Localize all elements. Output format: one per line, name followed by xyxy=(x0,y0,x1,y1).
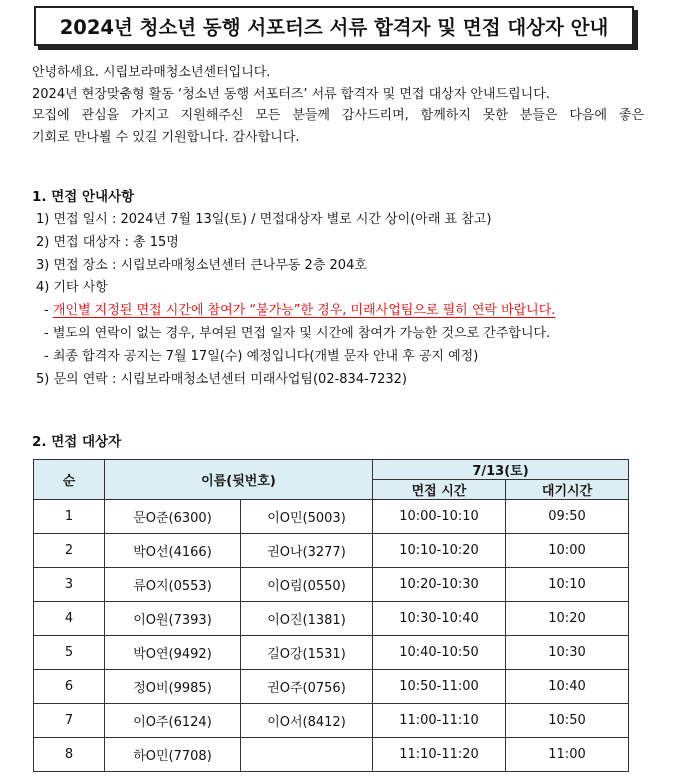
cell-time: 10:10-10:20 xyxy=(373,534,506,568)
cell-wait: 10:40 xyxy=(506,670,629,704)
info-item-place: 3) 면접 장소 : 시립보라매청소년센터 큰나무동 2층 204호 xyxy=(36,257,367,273)
cell-time: 10:40-10:50 xyxy=(373,636,506,670)
info-sub-red-notice: 개인별 지정된 면접 시간에 참여가 “불가능”한 경우, 미래사업팀으로 필히 연락 바랍니다. xyxy=(52,303,556,319)
interview-info-list xyxy=(36,209,636,391)
table-row xyxy=(34,602,629,636)
header-time: 면접 시간 xyxy=(373,480,506,500)
cell-name2: 길O강(1531) xyxy=(241,636,373,670)
cell-name1: 박O연(9492) xyxy=(105,636,241,670)
section2-heading: 2. 면접 대상자 xyxy=(32,434,122,450)
cell-wait: 10:30 xyxy=(506,636,629,670)
intro-line: 2024년 현장맞춤형 활동 ‘청소년 동행 서포터즈’ 서류 합격자 및 면접 대상자 안내드립니다. xyxy=(32,86,550,102)
table-row xyxy=(34,500,629,534)
cell-name1: 이O주(6124) xyxy=(105,704,241,738)
table-row xyxy=(34,534,629,568)
cell-wait: 10:20 xyxy=(506,602,629,636)
info-item-contact: 5) 문의 연락 : 시립보라매청소년센터 미래사업팀(02-834-7232) xyxy=(36,371,407,387)
info-item-count: 2) 면접 대상자 : 총 15명 xyxy=(36,234,179,250)
cell-wait: 09:50 xyxy=(506,500,629,534)
cell-no: 4 xyxy=(34,602,105,636)
intro-line: 모집에 관심을 가지고 지원해주신 모든 분들께 감사드리며, 함께하지 못한 분들은 다음에 좋은 xyxy=(32,108,644,123)
table-row xyxy=(34,568,629,602)
cell-time: 10:00-10:10 xyxy=(373,500,506,534)
page-title: 2024년 청소년 동행 서포터즈 서류 합격자 및 면접 대상자 안내 xyxy=(59,16,609,39)
cell-wait: 10:00 xyxy=(506,534,629,568)
cell-wait: 10:50 xyxy=(506,704,629,738)
cell-no: 6 xyxy=(34,670,105,704)
info-sub-dash: - xyxy=(44,303,49,319)
cell-name1: 하O민(7708) xyxy=(105,738,241,772)
cell-no: 2 xyxy=(34,534,105,568)
intro-line: 안녕하세요. 시립보라매청소년센터입니다. xyxy=(32,65,271,80)
cell-time: 11:00-11:10 xyxy=(373,704,506,738)
table-row xyxy=(34,738,629,772)
cell-name1: 류O지(0553) xyxy=(105,568,241,602)
cell-no: 7 xyxy=(34,704,105,738)
intro-line: 기회로 만나뵐 수 있길 기원합니다. 감사합니다. xyxy=(32,129,300,145)
info-sub-final: - 최종 합격자 공지는 7월 17일(수) 예정입니다(개별 문자 안내 후 공지 예정) xyxy=(44,348,479,364)
table-row xyxy=(34,704,629,738)
cell-name1: 문O준(6300) xyxy=(105,500,241,534)
cell-time: 10:20-10:30 xyxy=(373,568,506,602)
cell-no: 8 xyxy=(34,738,105,772)
title-box xyxy=(34,6,634,46)
section1-heading: 1. 면접 안내사항 xyxy=(32,189,135,205)
header-no: 순 xyxy=(34,460,105,500)
header-name: 이름(뒷번호) xyxy=(105,460,373,500)
cell-name2: 권O주(0756) xyxy=(241,670,373,704)
cell-name2: 이O진(1381) xyxy=(241,602,373,636)
interview-schedule-table xyxy=(33,459,629,772)
cell-wait: 10:10 xyxy=(506,568,629,602)
cell-name1: 정O비(9985) xyxy=(105,670,241,704)
cell-name2: 이O서(8412) xyxy=(241,704,373,738)
cell-name1: 이O원(7393) xyxy=(105,602,241,636)
cell-time: 11:10-11:20 xyxy=(373,738,506,772)
cell-no: 3 xyxy=(34,568,105,602)
cell-no: 5 xyxy=(34,636,105,670)
table-row xyxy=(34,670,629,704)
info-sub-assume: - 별도의 연락이 없는 경우, 부여된 면접 일자 및 시간에 참여가 가능한 것으로 간주합니다. xyxy=(44,325,551,341)
table-row xyxy=(34,636,629,670)
intro-paragraph xyxy=(32,62,644,148)
cell-time: 10:50-11:00 xyxy=(373,670,506,704)
header-wait: 대기시간 xyxy=(506,480,629,500)
info-item-date: 1) 면접 일시 : 2024년 7월 13일(토) / 면접대상자 별로 시간 상이(아래 표 참고) xyxy=(36,212,492,227)
cell-wait: 11:00 xyxy=(506,738,629,772)
cell-name1: 박O선(4166) xyxy=(105,534,241,568)
cell-name2: 이O민(5003) xyxy=(241,500,373,534)
cell-name2 xyxy=(241,738,373,772)
cell-name2: 이O림(0550) xyxy=(241,568,373,602)
info-sub-notice xyxy=(36,300,636,323)
cell-name2: 권O나(3277) xyxy=(241,534,373,568)
info-item-etc: 4) 기타 사항 xyxy=(36,280,108,296)
cell-no: 1 xyxy=(34,500,105,534)
header-date: 7/13(토) xyxy=(373,460,629,480)
cell-time: 10:30-10:40 xyxy=(373,602,506,636)
